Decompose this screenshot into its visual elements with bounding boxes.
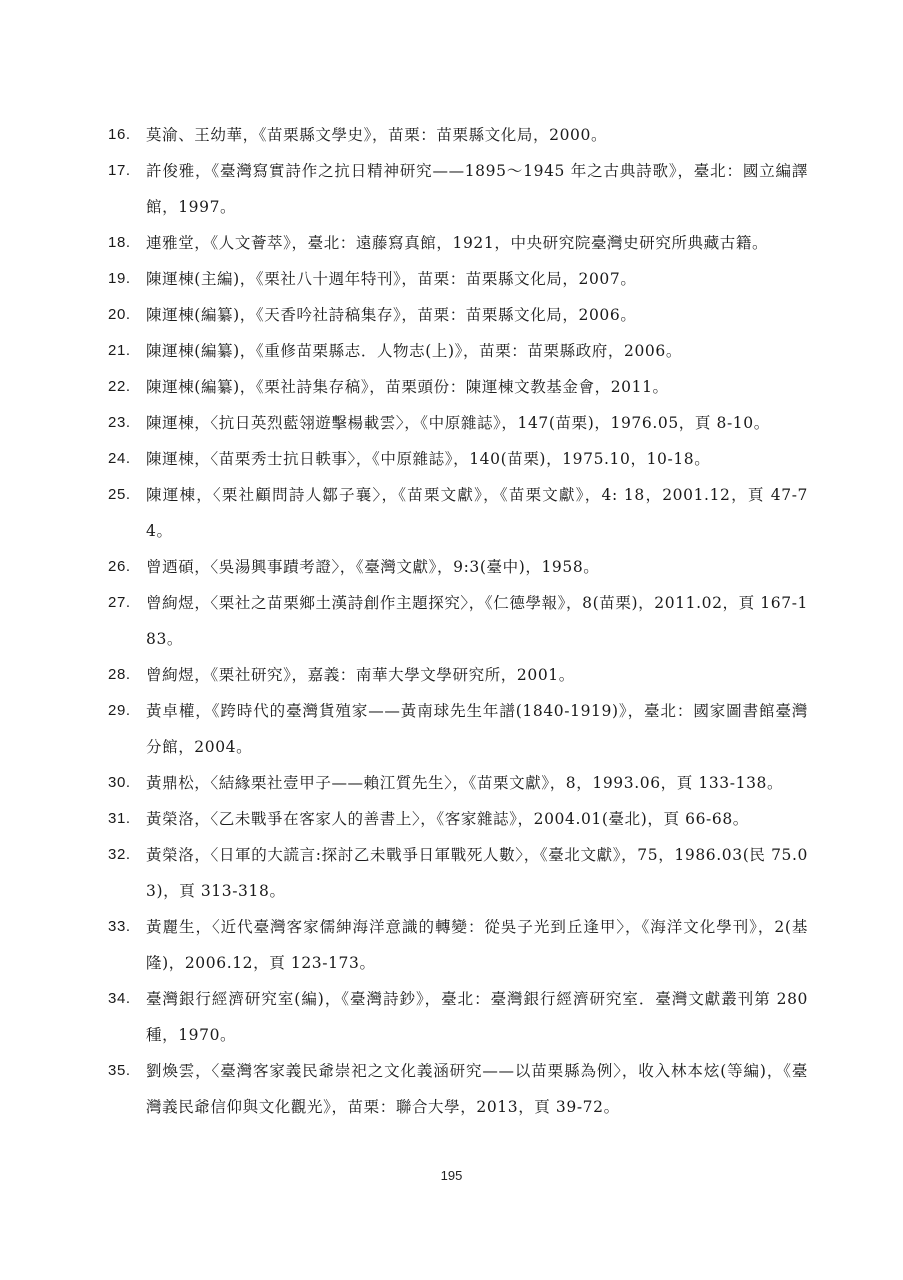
reference-text: 陳運棟，〈抗日英烈藍翎遊擊楊載雲〉，《中原雜誌》，147(苗栗)，1976.05，頁 8-10。 xyxy=(146,414,770,432)
reference-item xyxy=(108,369,808,405)
reference-text: 連雅堂，《人文薈萃》，臺北：遠藤寫真館，1921，中央研究院臺灣史研究所典藏古籍。 xyxy=(146,234,769,252)
reference-item xyxy=(108,657,808,693)
reference-number: 20. xyxy=(108,306,131,323)
reference-item xyxy=(108,405,808,441)
reference-text: 臺灣銀行經濟研究室(編)，《臺灣詩鈔》，臺北：臺灣銀行經濟研究室．臺灣文獻叢刊第 280 種，1970。 xyxy=(146,990,808,1044)
reference-number: 23. xyxy=(108,414,131,431)
reference-number: 17. xyxy=(108,162,131,179)
reference-number: 29. xyxy=(108,702,131,719)
reference-item xyxy=(108,297,808,333)
reference-text: 陳運棟，〈栗社顧問詩人鄒子襄〉，《苗栗文獻》，《苗栗文獻》，4: 18，2001.12，頁 47-74。 xyxy=(146,486,808,540)
reference-text: 莫渝、王幼華，《苗栗縣文學史》，苗栗：苗栗縣文化局，2000。 xyxy=(146,126,608,144)
reference-item xyxy=(108,549,808,585)
reference-item xyxy=(108,153,808,225)
reference-text: 劉煥雲，〈臺灣客家義民爺崇祀之文化義涵研究——以苗栗縣為例〉，收入林本炫(等編)，《臺灣義民爺信仰與文化觀光》，苗栗：聯合大學，2013，頁 39-72。 xyxy=(146,1062,808,1116)
reference-item xyxy=(108,765,808,801)
reference-item xyxy=(108,837,808,909)
reference-text: 曾絢煜，《栗社研究》，嘉義：南華大學文學研究所，2001。 xyxy=(146,666,575,684)
reference-text: 黃鼎松，〈結緣栗社壹甲子——賴江質先生〉，《苗栗文獻》，8，1993.06，頁 133-138。 xyxy=(146,774,784,792)
reference-number: 35. xyxy=(108,1062,131,1079)
reference-item xyxy=(108,585,808,657)
reference-text: 黃榮洛，〈日軍的大謊言:探討乙未戰爭日軍戰死人數〉，《臺北文獻》，75，1986.03(民 75.03)，頁 313-318。 xyxy=(146,846,808,900)
reference-item xyxy=(108,477,808,549)
reference-number: 16. xyxy=(108,126,131,143)
reference-number: 33. xyxy=(108,918,131,935)
reference-text: 曾絢煜，〈栗社之苗栗鄉土漢詩創作主題探究〉，《仁德學報》，8(苗栗)，2011.02，頁 167-183。 xyxy=(146,594,808,648)
reference-item xyxy=(108,1053,808,1125)
reference-item xyxy=(108,261,808,297)
reference-list xyxy=(108,117,808,1125)
reference-item xyxy=(108,693,808,765)
reference-number: 19. xyxy=(108,270,131,287)
reference-number: 18. xyxy=(108,234,131,251)
reference-item xyxy=(108,225,808,261)
reference-number: 24. xyxy=(108,450,131,467)
page-number: 195 xyxy=(440,1168,463,1183)
reference-text: 陳運棟，〈苗栗秀士抗日軼事〉，《中原雜誌》，140(苗栗)，1975.10，10-18。 xyxy=(146,450,711,468)
reference-item xyxy=(108,909,808,981)
reference-number: 22. xyxy=(108,378,131,395)
reference-text: 黃麗生，〈近代臺灣客家儒紳海洋意識的轉變：從吳子光到丘逢甲〉，《海洋文化學刊》，2(基隆)，2006.12，頁 123-173。 xyxy=(146,918,808,972)
reference-number: 28. xyxy=(108,666,131,683)
reference-number: 32. xyxy=(108,846,131,863)
reference-item xyxy=(108,117,808,153)
reference-number: 27. xyxy=(108,594,131,611)
reference-text: 曾迺碩，〈吳湯興事蹟考證〉，《臺灣文獻》，9:3(臺中)，1958。 xyxy=(146,558,600,576)
reference-number: 21. xyxy=(108,342,131,359)
reference-number: 30. xyxy=(108,774,131,791)
reference-item xyxy=(108,801,808,837)
reference-text: 黃榮洛，〈乙未戰爭在客家人的善書上〉，《客家雜誌》，2004.01(臺北)，頁 66-68。 xyxy=(146,810,749,828)
reference-text: 陳運棟(編纂)，《栗社詩集存稿》，苗栗頭份：陳運棟文教基金會，2011。 xyxy=(146,378,669,396)
reference-item xyxy=(108,981,808,1053)
reference-text: 陳運棟(編纂)，《重修苗栗縣志．人物志(上)》，苗栗：苗栗縣政府，2006。 xyxy=(146,342,682,360)
reference-text: 黃卓權，《跨時代的臺灣貨殖家——黃南球先生年譜(1840-1919)》，臺北：國家圖書館臺灣分館，2004。 xyxy=(146,702,808,756)
reference-number: 34. xyxy=(108,990,131,1007)
reference-item xyxy=(108,333,808,369)
reference-number: 26. xyxy=(108,558,131,575)
reference-text: 陳運棟(編纂)，《天香吟社詩稿集存》，苗栗：苗栗縣文化局，2006。 xyxy=(146,306,637,324)
reference-number: 25. xyxy=(108,486,131,503)
reference-text: 許俊雅，《臺灣寫實詩作之抗日精神研究——1895～1945 年之古典詩歌》，臺北：國立編譯館，1997。 xyxy=(146,162,808,216)
reference-item xyxy=(108,441,808,477)
reference-number: 31. xyxy=(108,810,131,827)
reference-text: 陳運棟(主編)，《栗社八十週年特刊》，苗栗：苗栗縣文化局，2007。 xyxy=(146,270,637,288)
